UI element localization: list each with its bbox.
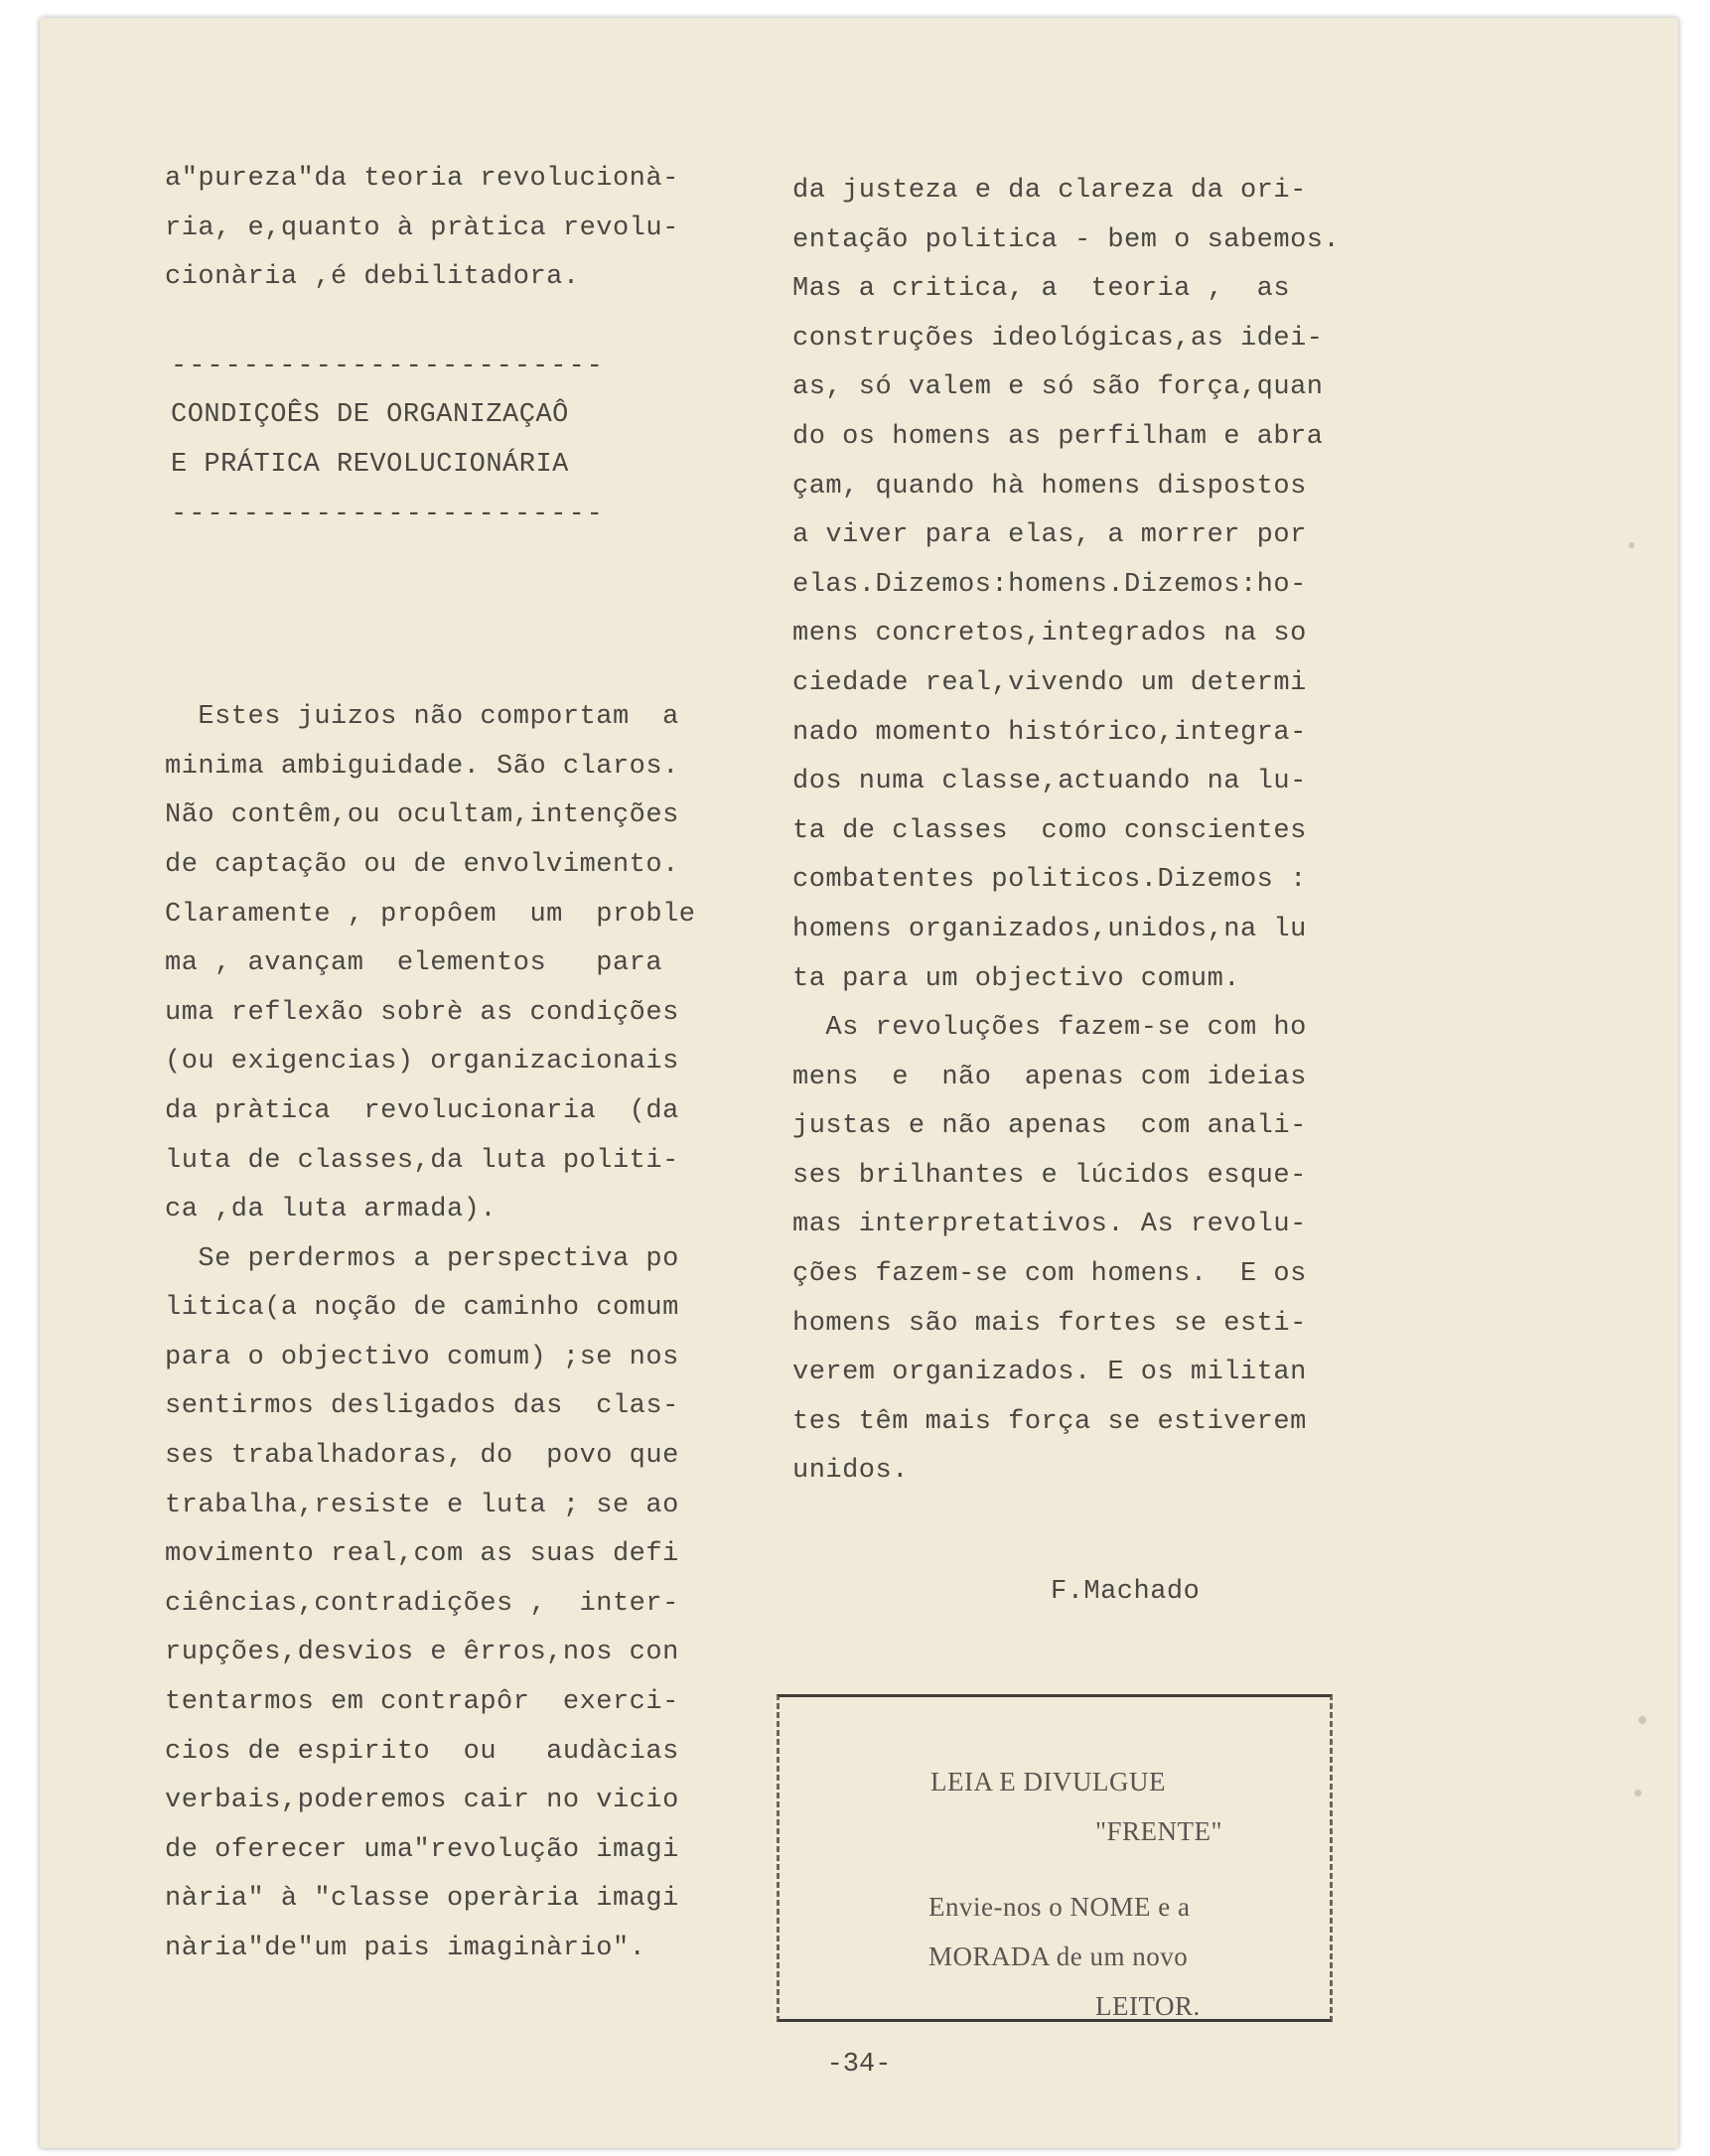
text-line: justas e não apenas com anali-: [792, 1111, 1307, 1142]
text-line: tes têm mais força se estiverem: [792, 1406, 1307, 1437]
text-line: unidos.: [792, 1456, 909, 1487]
text-line: mas interpretativos. As revolu-: [792, 1210, 1307, 1240]
left-column: [165, 155, 761, 1974]
heading-line: CONDIÇOÊS DE ORGANIZAÇAÔ: [171, 400, 569, 431]
text-line: de oferecer uma"revolução imagi: [165, 1834, 679, 1865]
text-line: çam, quando hà homens dispostos: [792, 471, 1307, 502]
text-line: Estes juizos não comportam a: [165, 702, 679, 733]
section-heading: [171, 343, 761, 539]
text-line: combatentes politicos.Dizemos :: [792, 865, 1307, 896]
ad-line: LEITOR.: [1095, 1991, 1201, 2021]
text-line: homens são mais fortes se esti-: [792, 1308, 1307, 1339]
text-line: da pràtica revolucionaria (da: [165, 1095, 679, 1126]
text-line: ria, e,quanto à pràtica revolu-: [165, 213, 679, 243]
heading-rule-top: ------------------------: [171, 351, 605, 381]
text-line: sentirmos desligados das clas-: [165, 1391, 679, 1422]
author-signature: F.Machado: [1051, 1577, 1201, 1607]
text-line: tentarmos em contrapôr exerci-: [165, 1687, 679, 1718]
text-line: elas.Dizemos:homens.Dizemos:ho-: [792, 569, 1307, 600]
text-line: As revoluções fazem-se com ho: [792, 1013, 1307, 1044]
text-line: ta para um objectivo comum.: [792, 963, 1240, 994]
text-line: Claramente , propôem um proble: [165, 899, 696, 930]
text-line: ma , avançam elementos para: [165, 948, 663, 979]
text-line: mens e não apenas com ideias: [792, 1062, 1307, 1092]
text-line: de captação ou de envolvimento.: [165, 849, 679, 880]
text-line: movimento real,com as suas defi: [165, 1539, 679, 1570]
text-line: ta de classes como conscientes: [792, 815, 1307, 846]
text-line: trabalha,resiste e luta ; se ao: [165, 1490, 679, 1520]
text-line: a viver para elas, a morrer por: [792, 520, 1307, 551]
text-line: Mas a critica, a teoria , as: [792, 274, 1291, 305]
text-line: homens organizados,unidos,na lu: [792, 914, 1307, 944]
text-line: para o objectivo comum) ;se nos: [165, 1342, 679, 1372]
text-line: do os homens as perfilham e abra: [792, 421, 1324, 452]
text-line: cionària ,é debilitadora.: [165, 262, 580, 293]
paper-speck: [1639, 1716, 1646, 1724]
ad-line: "FRENTE": [1095, 1816, 1223, 1846]
text-line: da justeza e da clareza da ori-: [792, 176, 1307, 206]
advertisement-box: [777, 1694, 1333, 2022]
text-line: (ou exigencias) organizacionais: [165, 1047, 679, 1078]
text-line: dos numa classe,actuando na lu-: [792, 767, 1307, 797]
text-line: verbais,poderemos cair no vicio: [165, 1786, 679, 1816]
text-line: uma reflexão sobrè as condições: [165, 997, 679, 1028]
document-page: [40, 18, 1678, 2148]
page-number: -34-: [826, 2050, 892, 2080]
text-line: ções fazem-se com homens. E os: [792, 1259, 1307, 1290]
heading-line: E PRÁTICA REVOLUCIONÁRIA: [171, 449, 569, 480]
text-line: luta de classes,da luta politi-: [165, 1145, 679, 1176]
text-line: ciedade real,vivendo um determi: [792, 667, 1307, 698]
paper-speck: [1629, 542, 1635, 548]
text-line: mens concretos,integrados na so: [792, 619, 1307, 649]
ad-line: Envie-nos o NOME e a: [928, 1892, 1191, 1922]
text-line: nària"de"um pais imaginàrio".: [165, 1934, 646, 1963]
text-line: a"pureza"da teoria revolucionà-: [165, 164, 679, 194]
ad-line: MORADA de um novo: [928, 1941, 1189, 1971]
text-line: cios de espirito ou audàcias: [165, 1736, 679, 1767]
text-line: Não contêm,ou ocultam,intenções: [165, 800, 679, 831]
paper-speck: [1635, 1790, 1641, 1797]
text-line: construções ideológicas,as idei-: [792, 323, 1324, 354]
text-line: Se perdermos a perspectiva po: [165, 1243, 679, 1274]
text-line: verem organizados. E os militan: [792, 1358, 1307, 1388]
text-line: minima ambiguidade. São claros.: [165, 751, 679, 782]
text-line: as, só valem e só são força,quan: [792, 372, 1324, 403]
text-line: ciências,contradições , inter-: [165, 1588, 679, 1619]
right-column: [792, 167, 1408, 1497]
text-line: nària" à "classe operària imagi: [165, 1884, 679, 1915]
text-line: ses brilhantes e lúcidos esque-: [792, 1160, 1307, 1191]
text-line: rupções,desvios e êrros,nos con: [165, 1638, 679, 1668]
ad-line: LEIA E DIVULGUE: [930, 1767, 1166, 1797]
text-line: nado momento histórico,integra-: [792, 717, 1307, 748]
text-line: ca ,da luta armada).: [165, 1195, 498, 1225]
text-line: entação politica - bem o sabemos.: [792, 224, 1341, 255]
heading-rule-bottom: ------------------------: [171, 499, 605, 529]
text-line: litica(a noção de caminho comum: [165, 1293, 679, 1324]
text-line: ses trabalhadoras, do povo que: [165, 1441, 679, 1472]
